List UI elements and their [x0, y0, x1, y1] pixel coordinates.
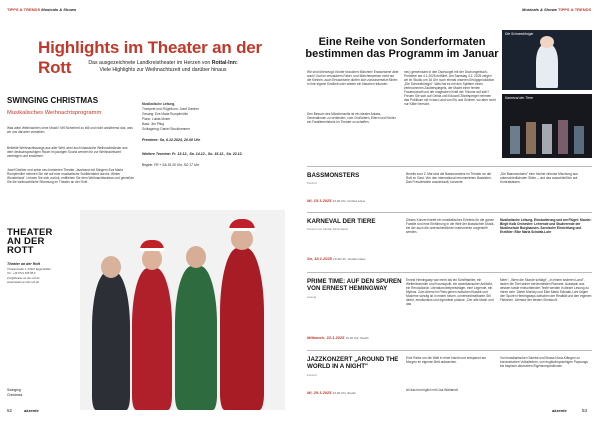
address-title: Theater an der Rott: [7, 262, 40, 266]
intro-col1b: Den Besuch des Märchenzelts ist ein idealer Anlass, Generationen zu verbinden, vom Großeltern, Eltern und Kinder ein Familienerlebnis im Theater zu schaffen.: [307, 112, 396, 124]
event-text: Meer", „Wem die Stunde schlägt", „In einem anderen Land", lauten die Titel seiner berühmtesten Romane. Ausstaun aus dessen sowie erleuchtenden Texte werden in dieser Lesung zu hören sein. Dieter Mondry und Elke Maria Schwab-Lohr folgen den Spuren Hemingways zwischen der Realität und den eigenen Fiktionen. Literatur der besten Sinnbuch!: [500, 278, 592, 302]
swinging-subtitle: Musikalisches Weihnachtsprogramm: [7, 110, 102, 116]
event-date: [307, 198, 365, 203]
premiere: Premiere: Sa, 6.12.2024, 20.00 Uhr: [142, 138, 201, 142]
left-page-header: [7, 7, 76, 12]
event-title: JAZZKONZERT „AROUND THE WORLD IN A NIGHT": [307, 356, 399, 370]
event-text: „Die Bassmonsters" eine höchst virtuose Mischung aus unterschiedlichsten Stilen – und das ausschließlich auf Kontrabässen.: [500, 172, 578, 184]
credit-line: Trompete und Flügelhorn: Josef Daxlher: [142, 107, 199, 111]
event-type: Lesung: [307, 295, 317, 299]
photo-caption: [7, 388, 22, 397]
swinging-title: SWINGING CHRISTMAS: [7, 96, 99, 105]
event-title: BASSMONSTERS: [307, 172, 360, 179]
event-text: Bereits zum 2. Mal sind die Bassmonsters im Theater an der Rott zu Gast. Vier den international renommierten Bassisten. Das Freudenstein ausverkauft, konzerte: [406, 172, 492, 184]
event-title: PRIME TIME: AUF DEN SPUREN VON ERNEST HEMINGWAY: [307, 278, 402, 292]
right-header-label: TIPPS & TRENDS: [558, 7, 592, 12]
right-title: [302, 36, 502, 60]
intro-col1: Wir sind überzeugt: Kinder brauchen Märchen! Erwachsene aber auch! Und so verzaubern Fabel- und Märchenwesen nicht nur die Kleinen, auch Erwachsene dürfen sich zurückversetzt fühlen in ihre eigene Kindheit oder wieder ein bisschen träumen.: [307, 70, 399, 86]
event-date: [307, 335, 369, 340]
divider: [307, 350, 592, 351]
divider: [307, 212, 592, 213]
subtitle-line2: Viele Highlights zur Weihnachtszeit und darüber hinaus: [99, 67, 227, 73]
para1: Was wäre Weihnachten ohne Musik? Mit Sicherheit zu still und nicht annähernd das, was wir uns darunter vorstellen.: [7, 126, 133, 134]
address-line: info@theater-an-der-rott.de: [7, 276, 40, 280]
event-date-value: Sa, 18.1.2025: [307, 256, 332, 261]
event-type: Konzert von Camille Saint-Saëns: [307, 227, 349, 231]
credit-line: Schlagzeug: Daniel Stockhammer: [142, 127, 191, 131]
caption-line: Swinging: [7, 388, 21, 392]
address-block: [7, 268, 51, 285]
address-line: Tel.: +49 8721 938 88-0: [7, 272, 36, 276]
event-date-value: Mittwoch, 22.1.2025: [307, 335, 345, 340]
event-text: Eine Reise um die Welt in einer Nacht und entspannt am Morgen im eigenen Bett aufwachen.: [406, 356, 487, 364]
logo-line: ROTT: [7, 245, 34, 256]
event-date-value: Mi, 15.1.2025: [307, 198, 332, 203]
right-header-section: Musicals & Shows: [522, 7, 557, 12]
para2: Beliebte Weihnachtssongs aus aller Welt, aber auch klassische Weihnachtslieder aus dem deutschsprachigen Raum im jazzigen Sound werden für zur Weihnachtszeit vereinigen und erwärmen.: [7, 146, 128, 158]
logo-line: AN DER: [7, 236, 45, 247]
event-title: KARNEVAL DER TIERE: [307, 218, 376, 225]
musicians-photo: [80, 210, 285, 410]
musician-figure: [220, 248, 264, 410]
theater-logo: [7, 228, 53, 255]
right-title-line: Eine Reihe von Sonderformaten: [318, 36, 486, 48]
subtitle-line1: Das ausgezeichnete Landkreistheater im Herzen von: [88, 60, 211, 66]
right-page-header: [522, 7, 591, 12]
divider: [307, 166, 592, 167]
musician-figure: [92, 272, 130, 410]
event-time: 19.30 Uhr, Studio: [345, 336, 369, 340]
event-text: Dieses Konzert bietet ein musikalisches Erlebnis für die ganze Familie und eine Einführung in die Welt der klassischen Musik, bei der auch die unterschiedlichen Instrumente vorgestellt werden.: [406, 218, 495, 234]
left-title: Highlights im Theater an der Rott: [38, 38, 262, 77]
right-page-number: 53: [582, 408, 588, 413]
intro-col2: neu) gemeinsam in den Dschungel mit der Dschungelbuch-Premiere am 4.1.2025 entführt. Am Samstag 4.1. 2025 zeigen wir im Studio um 16 Uhr noch einmal unseren Erfolgsproduktion „Die Schneekönigin". Was hat es mit den Splittern eines zerbrochenen Zauberspiegels, der Macht einer fernen Frauenschaft und der magischen Kraft der Träume auf sich? Freuen Sie sich auf Gerda und Eduard! Zitzelsperger nehmen das Publikum mit in das Land von Eis und Schnee, wo aber nicht nur Kälte herrscht.: [404, 70, 496, 106]
logo-line: THEATER: [7, 227, 53, 238]
credit-line: Musikalische Leitung,: [142, 102, 176, 106]
credit-line: Piano: Lukas Moser: [142, 117, 171, 121]
img2-caption: Karneval der Tiere: [505, 96, 533, 100]
left-page-number: 52: [7, 408, 13, 413]
event-text: All das ist möglich mit Lisa Wahlandt: [406, 388, 458, 392]
left-header-label: TIPPS & TRENDS: [7, 7, 41, 12]
event-text: Von brasilianischen Samba und Bossa Nova-Klängen zu bonanzischen Volksliedern, von englischsprachigen Popsongs bis bayrisch-deutschen Eigenkompositionen: [500, 356, 588, 368]
event-date: [307, 256, 366, 261]
credit-line: Bass: Jim Pflug: [142, 122, 164, 126]
event-text: Ernest Hemingway war mehr als ein Schriftsteller, ein Weltenbummler und Kosmopolit, ein amerikanischer Antiheld, ein Revolutionär. Literaturnobelpreisträger, eine Legende, ein Mythos. Zum Abend im Preis gehen zwischen Klassik und Moderne schräg ist in einem neuen, unverwechselbaren Stil direkt, emotionslos und irgendwie präzise: „Der alte Mann und das: [406, 278, 494, 306]
event-text: Musikalische Leitung, Einstudierung und am Flügel: Klavier: Birgit Kolb Orchester: Lehrende und Studierende der Musikschule Burghausen. Szenische Einrichtung und Erzähler: Elke Maria Schwab-Lohr: [500, 218, 592, 234]
divider: [307, 272, 592, 273]
caption-line: Christmas: [7, 392, 23, 397]
event-date-value: Mi, 29.1.2025: [307, 390, 332, 395]
event-date: [307, 390, 356, 395]
right-brand: akzente: [552, 408, 567, 413]
karneval-image: [502, 94, 592, 158]
subtitle-bold: Rottal-Inn:: [211, 60, 238, 66]
event-type: Konzert: [307, 181, 317, 185]
credits: [142, 102, 272, 132]
left-subtitle: [48, 60, 278, 74]
event-time: 19.30 Uhr, Großes Haus: [333, 257, 366, 261]
weitere-termine: Weitere Termine: Fr. 13.12., Sa. 14.12., So. 15.12., Sa. 22.12.: [142, 152, 243, 156]
musician-figure: [175, 266, 217, 410]
event-type: Konzert: [307, 373, 317, 377]
event-time: 19.30 Uhr, Studio: [332, 391, 356, 395]
address-line: www.theater-an-der-rott.de: [7, 280, 39, 284]
right-title-line: bestimmen das Programm im Januar: [305, 48, 499, 60]
address-line: Theaterstraße 1, 84307 Eggenfelden: [7, 268, 51, 271]
credit-line: Gesang: Eva Maria Rumpfmüller: [142, 112, 189, 116]
img1-caption: Die Schneekönigin: [505, 32, 534, 36]
event-time: 19.30 Uhr, Großes Haus: [332, 199, 366, 203]
musician-figure: [132, 268, 172, 410]
left-brand: akzente: [24, 408, 39, 413]
left-header-section: Musicals & Shows: [41, 7, 77, 12]
schneekoenigin-image: [502, 30, 592, 90]
beginn: Beginn: FR + SA 19.30 Uhr, SO 17 Uhr: [142, 163, 200, 167]
para3: Josef Daxlher und seine neu formierten Theater ‚Jazzband mit Sängern Eva Maria Rumpfmüller nehmen Sie mit auf eine musikalische Schlittenfahrt durchs ‚Winter Wonderland'. Lehnen Sie sich zurück, entfliehen Sie dem Weihnachtsstress und genießen Sie die weihnachtliche Stimmung im Theater an der Rott!: [7, 168, 135, 184]
